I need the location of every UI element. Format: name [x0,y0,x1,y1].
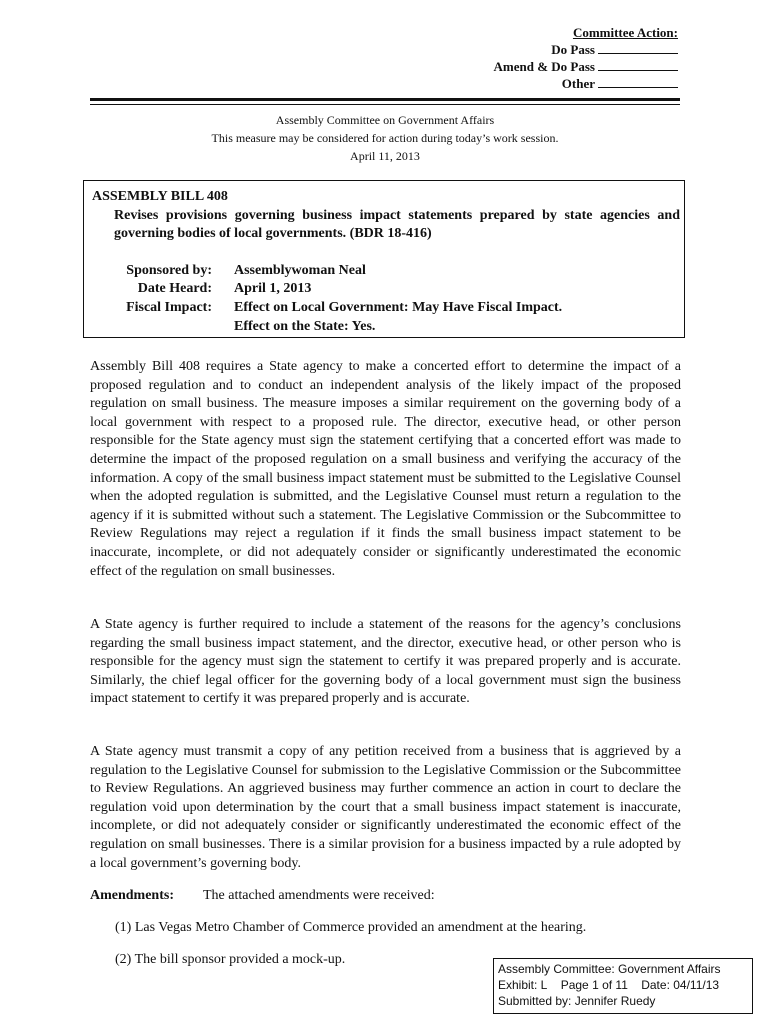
option-do-pass [418,41,678,58]
exhibit-date: Date: 04/11/13 [641,978,720,992]
session-note: This measure may be considered for action during today’s work session. [211,131,559,145]
body-paragraph-3: A State agency must transmit a copy of any petition received from a business that is aggrieved by a regulation to the Legislative Counsel for submission to the Legislative Commission or the Subcommittee to Review Regulations. An aggrieved business may further commence an action in court to declare the regulation void upon determination by the court that a small business impact statement is inaccurate, incomplete, or did not adequately consider or significantly underestimated the economic effect of the regulation on small businesses. There is a similar provision for a business impacted by a rule adopted by a local government’s governing body. [90,744,681,871]
fiscal-state: Effect on the State: Yes. [234,319,376,334]
blank-line [598,59,678,71]
blank-line [598,76,678,88]
fiscal-state-row [234,318,375,336]
amendment-item: (2) The bill sponsor provided a mock-up. [115,952,346,967]
fiscal-local: Effect on Local Government: May Have Fiscal Impact. [234,300,563,315]
date-heard-row [92,280,311,298]
amendment-item: (1) Las Vegas Metro Chamber of Commerce provided an amendment at the hearing. [115,920,587,935]
exhibit-label: Exhibit: L [498,978,548,992]
document-header [90,111,680,165]
option-amend-do-pass [418,58,678,75]
amendments-intro: The attached amendments were received: [203,888,435,903]
header-divider-thin [90,104,680,105]
exhibit-committee: Assembly Committee: Government Affairs [498,962,721,976]
body-paragraph-2: A State agency is further required to include a statement of the reasons for the agency’s conclusions regarding the small business impact statement, and the director, executive head, or other person who is responsible for the agency must sign the statement to certify it was prepared properly and is accurate. Similarly, the chief legal officer for the governing body of a local government must sign the business impact statement to certify it was prepared properly and is accurate. [90,617,681,707]
date-heard-value: April 1, 2013 [234,281,312,296]
option-label: Other [561,76,595,91]
header-divider-thick [90,98,680,101]
option-label: Amend & Do Pass [493,59,595,74]
sponsored-row [92,262,366,280]
committee-name: Assembly Committee on Government Affairs [275,113,495,127]
exhibit-stamp [493,958,753,1014]
blank-line [598,42,678,54]
fiscal-label: Fiscal Impact: [126,300,212,315]
committee-action-block [418,24,678,92]
fiscal-row [92,299,562,317]
option-label: Do Pass [551,42,595,57]
exhibit-submitted: Submitted by: Jennifer Ruedy [498,994,656,1008]
bill-number: ASSEMBLY BILL 408 [92,189,228,204]
exhibit-page: Page 1 of 11 [560,978,628,992]
bill-description: Revises provisions governing business impact statements prepared by state agencies and governing bodies of local governments. (BDR 18-416) [114,208,680,241]
body-paragraph-1: Assembly Bill 408 requires a State agency to make a concerted effort to determine the impact of a proposed regulation and to conduct an independent analysis of the likely impact of the proposed regulation on small business. The measure imposes a similar requirement on the governing body of a local government with respect to a proposed rule. The director, executive head, or other person responsible for the State agency must sign the statement certifying that a concerted effort was made to determine the impact of the proposed regulation on a small business and verifying the accuracy of the information. A copy of the small business impact statement must be submitted to the Legislative Counsel when the adopted regulation is submitted, and the Legislative Counsel must return a regulation to the agency if it is submitted without such a statement. The Legislative Commission or the Subcommittee to Review Regulations may reject a regulation if it finds the small business impact statement to be inaccurate, incomplete, or did not adequately consider or significantly underestimated the economic effect of the regulation on small businesses. [90,359,681,579]
exhibit-info-row [498,977,748,993]
sponsored-value: Assemblywoman Neal [234,263,366,278]
amendments-label: Amendments: [90,888,174,903]
option-other [418,75,678,92]
header-date: April 11, 2013 [350,149,420,163]
bill-summary-box [83,180,685,338]
date-heard-label: Date Heard: [137,281,212,296]
sponsored-label: Sponsored by: [126,263,212,278]
committee-action-title: Committee Action: [572,25,678,40]
